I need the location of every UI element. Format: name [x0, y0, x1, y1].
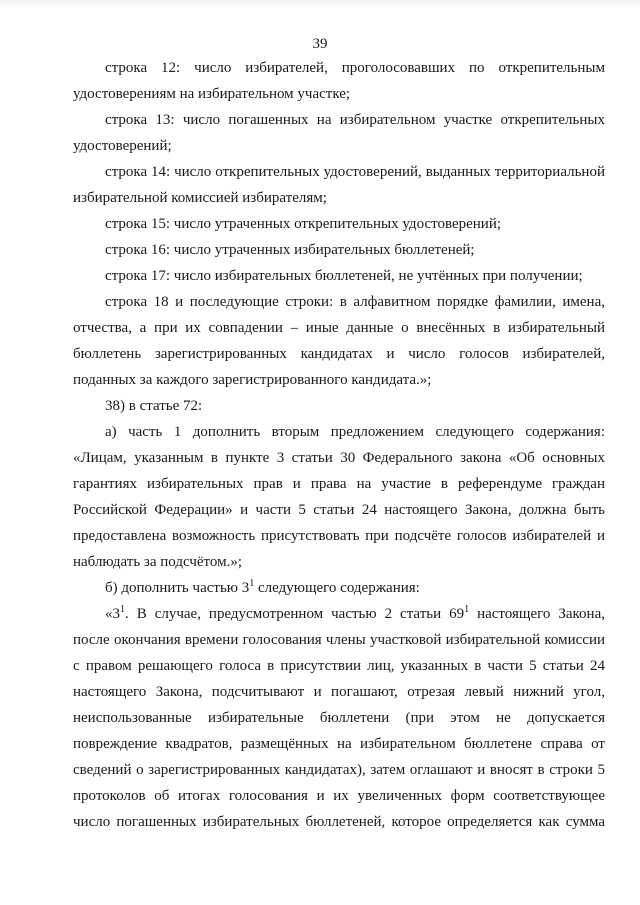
superscript: 1 [464, 604, 470, 615]
page-number: 39 [312, 36, 328, 52]
body-text [73, 55, 605, 835]
paragraph: а) часть 1 дополнить вторым предложением следующего содержания: «Лицам, указанным в пункте 3 статьи 30 Федерального закона «Об основных гарантиях избирательных прав и права на участие в референдуме граждан Российской Федерации» и части 5 статьи 24 настоящего Закона, должна быть предоставлена возможность присутствовать при подсчёте голосов избирателей и наблюдать за подсчётом.»; [73, 424, 605, 570]
paragraph [73, 575, 605, 601]
paragraph-text: настоящего Закона, после окончания времени голосования члены участковой избирательной комиссии с правом решающего голоса в присутствии лиц, указанных в части 5 статьи 24 настоящего Закона, подсчитывают и погашают, отрезая левый нижний угол, неиспользованные избирательные бюллетени (при этом не допускается повреждение квадратов, размещённых на избирательном бюллетене справа от сведений о зарегистрированных кандидатах), затем оглашают и вносят в строки 5 протоколов об итогах голосования и их увеличенных форм соответствующее число погашенных избирательных бюллетеней, которое определяется как сумма [73, 606, 605, 830]
paragraph: строка 15: число утраченных открепительных удостоверений; [105, 216, 502, 232]
paragraph: строка 13: число погашенных на избирательном участке открепительных удостоверений; [73, 112, 605, 154]
paragraph-text: . В случае, предусмотренном частью 2 статьи 69 [125, 606, 465, 622]
paragraph: строка 16: число утраченных избирательных бюллетеней; [105, 242, 475, 258]
superscript: 1 [120, 604, 125, 615]
superscript: 1 [249, 578, 255, 589]
paragraph-text: «3 [105, 606, 120, 622]
paragraph: строка 14: число открепительных удостоверений, выданных территориальной избирательной комиссией избирателям; [73, 164, 605, 206]
paragraph: 38) в статье 72: [105, 398, 203, 414]
paragraph: строка 18 и последующие строки: в алфавитном порядке фамилии, имена, отчества, а при их совпадении – иные данные о внесённых в избирательный бюллетень зарегистрированных кандидатах и число голосов избирателей, поданных за каждого зарегистрированного кандидата.»; [73, 294, 605, 388]
paragraph-text: б) дополнить частью 3 [105, 580, 250, 596]
paragraph [73, 601, 605, 835]
scan-edge [0, 0, 640, 8]
paragraph: строка 17: число избирательных бюллетеней, не учтённых при получении; [105, 268, 583, 284]
paragraph-text: следующего содержания: [254, 580, 420, 596]
paragraph: строка 12: число избирателей, проголосовавших по открепительным удостоверениям на избирательном участке; [73, 60, 605, 102]
